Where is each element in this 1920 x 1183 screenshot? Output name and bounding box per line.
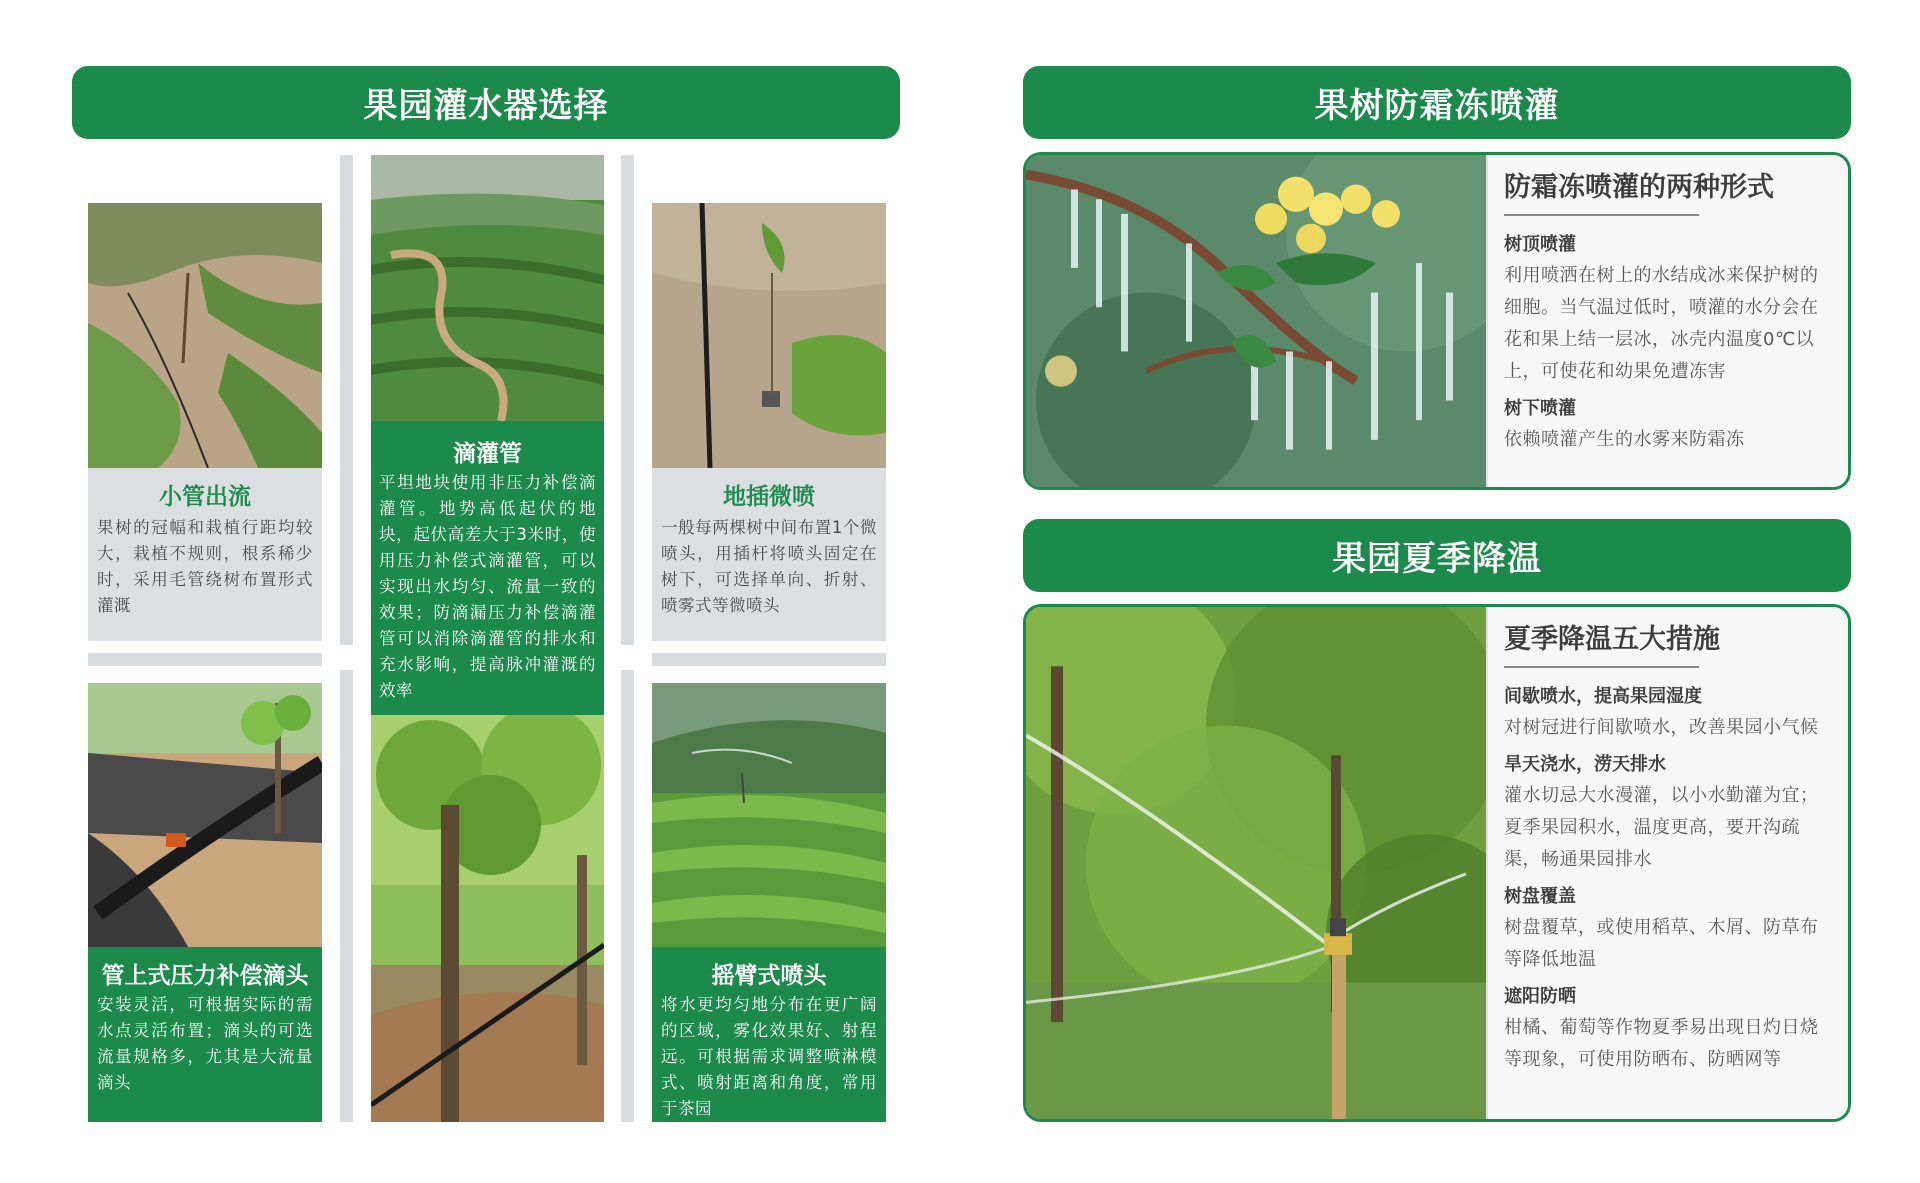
frost-text-area (1486, 155, 1848, 487)
title-underline (1504, 666, 1699, 668)
cooling-item-text: 树盘覆草，或使用稻草、木屑、防草布等降低地温 (1504, 917, 1819, 970)
cooling-item-heading: 间歇喷水，提高果园湿度 (1504, 686, 1702, 707)
pipe-dripper-photo (88, 683, 322, 947)
separator (88, 653, 322, 666)
cooling-banner-title: 果园夏季降温 (1332, 539, 1542, 579)
title-underline (1504, 214, 1699, 216)
card-title: 小管出流 (159, 484, 251, 510)
card-rocker-sprinkler (652, 947, 886, 1122)
left-banner (72, 66, 900, 139)
frost-item-heading: 树顶喷灌 (1504, 234, 1576, 255)
card-title: 管上式压力补偿滴头 (101, 963, 309, 989)
cooling-panel (1023, 604, 1851, 1122)
cooling-banner (1023, 519, 1851, 592)
cooling-item-heading: 树盘覆盖 (1504, 886, 1576, 907)
card-text: 安装灵活，可根据实际的需水点灵活布置；滴头的可选流量规格多，尤其是大流量滴头 (97, 995, 313, 1092)
card-text: 平坦地块使用非压力补偿滴灌管。地势高低起伏的地块，起伏高差大于3米时，使用压力补偿式滴灌管，可以实现出水均匀、流量一致的效果；防滴漏压力补偿滴灌管可以消除滴灌管的排水和充水影响，提高脉冲灌溉的效率 (379, 473, 596, 700)
left-banner-title: 果园灌水器选择 (363, 86, 609, 126)
separator (621, 670, 634, 1122)
frozen-blossom-photo (1026, 155, 1486, 487)
card-title: 地插微喷 (723, 484, 815, 510)
frost-item-text: 依赖喷灌产生的水雾来防霜冻 (1504, 429, 1745, 450)
card-title: 滴灌管 (453, 441, 522, 467)
card-on-pipe-dripper (88, 947, 322, 1122)
frost-banner-title: 果树防霜冻喷灌 (1314, 86, 1560, 126)
frost-banner (1023, 66, 1851, 139)
card-text: 果树的冠幅和栽植行距均较大，栽植不规则，根系稀少时，采用毛管绕树布置形式灌溉 (97, 518, 313, 615)
frost-item-heading: 树下喷灌 (1504, 398, 1576, 419)
tea-garden-sprinkler-photo (652, 683, 886, 947)
frost-panel (1023, 152, 1851, 490)
card-drip-tube (371, 421, 604, 715)
card-text: 一般每两棵树中间布置1个微喷头，用插杆将喷头固定在树下，可选择单向、折射、喷雾式等微喷头 (661, 518, 877, 615)
frost-item-text: 利用喷洒在树上的水结成冰来保护树的细胞。当气温过低时，喷灌的水分会在花和果上结一层冰，冰壳内温度0℃以上，可使花和幼果免遭冻害 (1504, 265, 1819, 382)
cooling-item-text: 灌水切忌大水漫灌，以小水勤灌为宜；夏季果园积水，温度更高，要开沟疏渠，畅通果园排水 (1504, 785, 1819, 870)
card-text: 将水更均匀地分布在更广阔的区域，雾化效果好、射程远。可根据需求调整喷淋模式、喷射距离和角度，常用于茶园 (661, 995, 877, 1118)
cooling-text-area (1486, 607, 1848, 1119)
orchard-sprinkler-photo (1026, 607, 1486, 1119)
separator (621, 155, 634, 645)
orchard-hillside-photo (88, 203, 322, 468)
cooling-item-heading: 遮阳防晒 (1504, 986, 1576, 1007)
cooling-item-text: 柑橘、葡萄等作物夏季易出现日灼日烧等现象，可使用防晒布、防晒网等 (1504, 1017, 1819, 1070)
card-title: 摇臂式喷头 (711, 963, 827, 989)
separator (340, 155, 353, 645)
separator (652, 653, 886, 666)
card-ground-micro-spray (652, 468, 886, 641)
vineyard-drip-photo (371, 715, 604, 1122)
cooling-item-heading: 旱天浇水，涝天排水 (1504, 754, 1666, 775)
card-small-tube-outflow (88, 468, 322, 641)
separator (340, 670, 353, 1122)
ground-micro-sprinkler-photo (652, 203, 886, 468)
aerial-terrace-photo (371, 155, 604, 421)
cooling-item-text: 对树冠进行间歇喷水，改善果园小气候 (1504, 717, 1819, 738)
cooling-panel-title: 夏季降温五大措施 (1504, 624, 1720, 655)
frost-panel-title: 防霜冻喷灌的两种形式 (1504, 172, 1774, 203)
